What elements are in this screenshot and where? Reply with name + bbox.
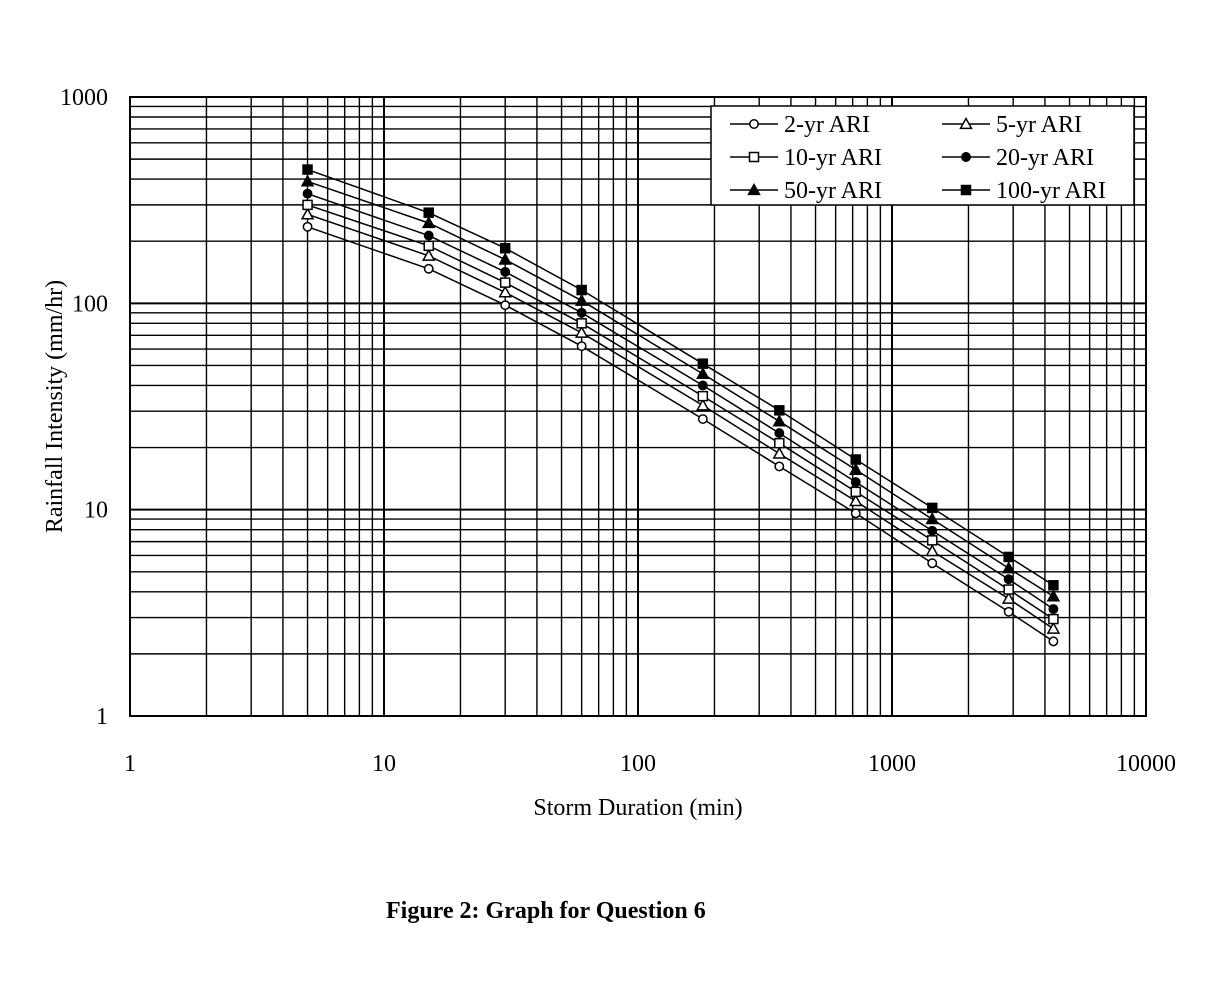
figure-caption: Figure 2: Graph for Question 6 xyxy=(386,898,706,924)
data-point xyxy=(774,416,785,426)
y-tick-label: 100 xyxy=(72,291,108,318)
data-point xyxy=(577,342,585,350)
legend-label: 20-yr ARI xyxy=(996,145,1094,171)
x-tick-label: 10000 xyxy=(1116,751,1176,777)
series-line xyxy=(308,181,1054,596)
data-point xyxy=(697,400,708,410)
data-point xyxy=(1049,637,1057,645)
series-layer xyxy=(302,165,1059,646)
data-point xyxy=(850,464,861,474)
data-point xyxy=(303,165,312,174)
data-point xyxy=(698,359,707,368)
data-point xyxy=(425,231,433,239)
data-point xyxy=(1004,585,1013,594)
data-point xyxy=(775,439,784,448)
data-point xyxy=(699,381,707,389)
data-point xyxy=(851,455,860,464)
y-axis-title: Rainfall Intensity (mm/hr) xyxy=(42,279,68,534)
series-50-yr-ari xyxy=(302,176,1059,601)
series-line xyxy=(308,227,1054,642)
data-point xyxy=(851,487,860,496)
data-point xyxy=(501,244,510,253)
data-point xyxy=(1004,552,1013,561)
data-point xyxy=(775,462,783,470)
data-point xyxy=(424,208,433,217)
data-point xyxy=(774,448,785,458)
data-point xyxy=(577,309,585,317)
data-point xyxy=(775,406,784,415)
y-tick-label: 1000 xyxy=(60,85,108,111)
legend xyxy=(711,106,1134,205)
data-point xyxy=(928,536,937,545)
data-point xyxy=(501,268,509,276)
data-point xyxy=(577,319,586,328)
series-100-yr-ari xyxy=(303,165,1058,590)
data-point xyxy=(928,559,936,567)
legend-label: 2-yr ARI xyxy=(784,112,870,138)
data-point xyxy=(501,301,509,309)
data-point xyxy=(1049,581,1058,590)
data-point xyxy=(423,218,434,228)
data-point xyxy=(775,429,783,437)
data-point xyxy=(962,153,970,161)
data-point xyxy=(852,509,860,517)
x-tick-label: 1000 xyxy=(868,751,916,777)
data-point xyxy=(850,496,861,506)
series-5-yr-ari xyxy=(302,209,1059,633)
data-point xyxy=(750,120,758,128)
legend-label: 5-yr ARI xyxy=(996,112,1082,138)
series-line xyxy=(308,214,1054,628)
data-point xyxy=(302,176,313,186)
data-point xyxy=(1049,615,1058,624)
data-point xyxy=(928,503,937,512)
data-point xyxy=(303,189,311,197)
legend-label: 50-yr ARI xyxy=(784,178,882,204)
legend-label: 10-yr ARI xyxy=(784,145,882,171)
data-point xyxy=(577,286,586,295)
data-point xyxy=(425,265,433,273)
x-tick-label: 10 xyxy=(372,751,396,777)
data-point xyxy=(303,200,312,209)
series-2-yr-ari xyxy=(303,223,1057,646)
data-point xyxy=(852,478,860,486)
data-point xyxy=(500,287,511,297)
data-point xyxy=(1048,623,1059,633)
y-tick-label: 10 xyxy=(84,497,108,524)
y-tick-label: 1 xyxy=(96,704,108,730)
data-point xyxy=(1004,575,1012,583)
data-point xyxy=(424,241,433,250)
data-point xyxy=(500,254,511,264)
data-point xyxy=(576,327,587,337)
data-point xyxy=(699,415,707,423)
data-point xyxy=(928,527,936,535)
data-point xyxy=(303,223,311,231)
x-axis-title: Storm Duration (min) xyxy=(533,795,743,821)
data-point xyxy=(962,186,971,195)
x-tick-label: 100 xyxy=(620,751,656,777)
data-point xyxy=(1049,605,1057,613)
data-point xyxy=(698,392,707,401)
x-tick-label: 1 xyxy=(124,751,136,777)
data-point xyxy=(927,546,938,556)
data-point xyxy=(697,368,708,378)
data-point xyxy=(750,153,759,162)
data-point xyxy=(1004,608,1012,616)
data-point xyxy=(501,278,510,287)
legend-label: 100-yr ARI xyxy=(996,178,1106,204)
data-point xyxy=(576,295,587,305)
data-point xyxy=(302,209,313,219)
series-20-yr-ari xyxy=(303,189,1057,613)
